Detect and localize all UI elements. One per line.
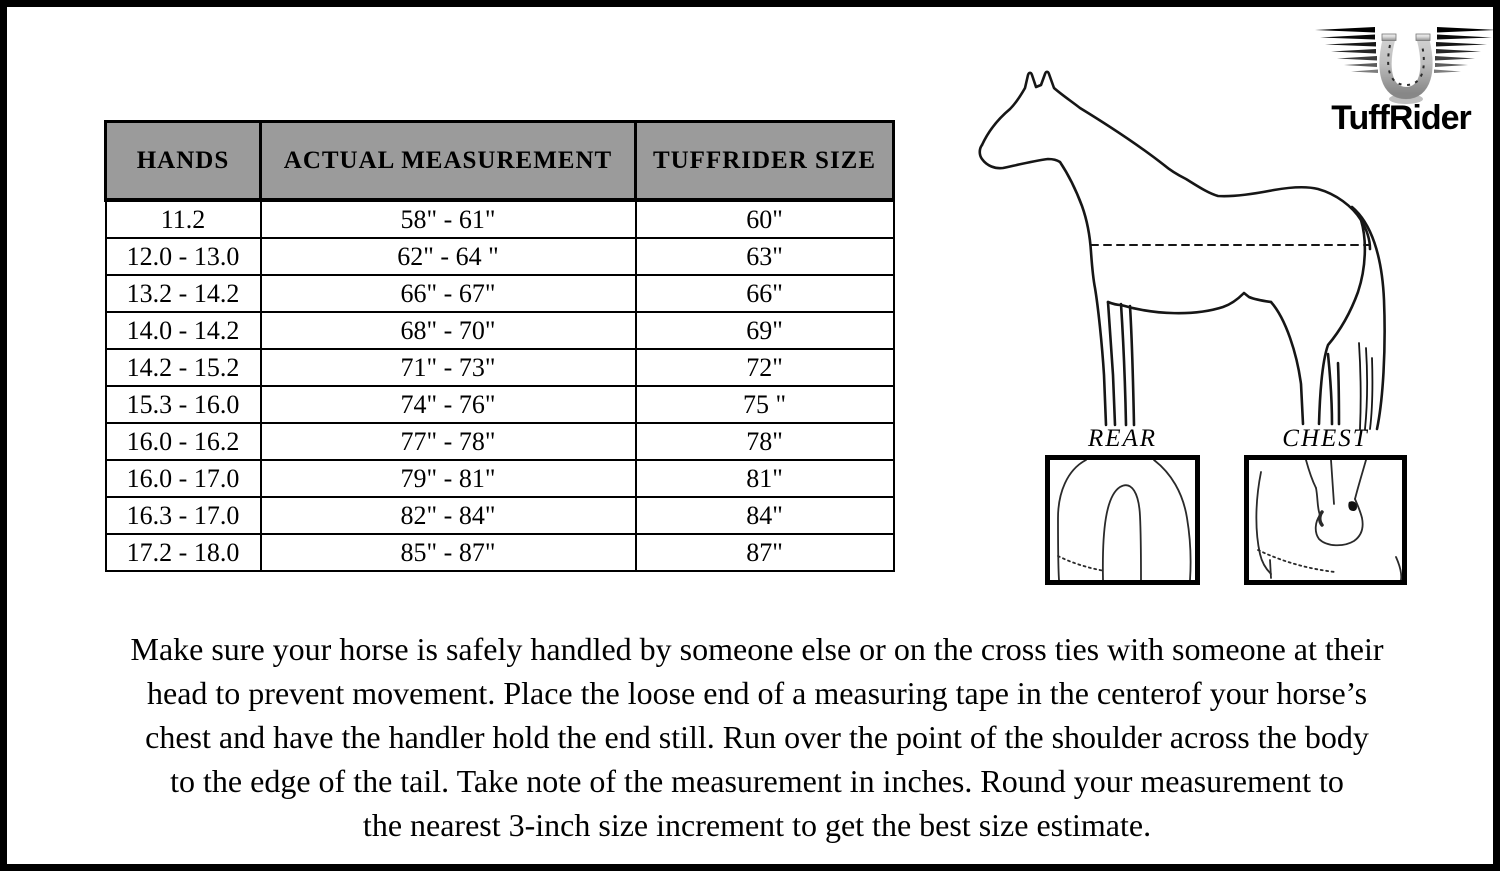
instruction-line: chest and have the handler hold the end still. Run over the point of the shoulder across the body — [145, 719, 1369, 755]
instruction-line: the nearest 3-inch size increment to get the best size estimate. — [362, 807, 1152, 843]
cell-size: 63" — [636, 238, 894, 275]
cell-hands: 16.3 - 17.0 — [106, 497, 261, 534]
cell-measurement: 82" - 84" — [261, 497, 636, 534]
instruction-line: to the edge of the tail. Take note of the measurement in inches. Round your measurement to — [170, 763, 1344, 799]
horse-outline-icon — [955, 43, 1407, 435]
cell-size: 60" — [636, 200, 894, 238]
column-header-hands: HANDS — [106, 122, 261, 201]
column-header-measurement: ACTUAL MEASUREMENT — [261, 122, 636, 201]
cell-hands: 15.3 - 16.0 — [106, 386, 261, 423]
cell-size: 72" — [636, 349, 894, 386]
cell-size: 87" — [636, 534, 894, 571]
cell-hands: 13.2 - 14.2 — [106, 275, 261, 312]
cell-measurement: 74" - 76" — [261, 386, 636, 423]
horse-outline-illustration — [955, 43, 1407, 435]
cell-size: 84" — [636, 497, 894, 534]
rear-diagram-label: REAR — [1087, 425, 1158, 452]
cell-size: 81" — [636, 460, 894, 497]
cell-size: 78" — [636, 423, 894, 460]
cell-measurement: 62" - 64 " — [261, 238, 636, 275]
brand-name: TuffRider — [1331, 99, 1471, 137]
table-row — [106, 534, 894, 571]
rear-measure-dotted-line — [1058, 556, 1105, 571]
column-header-size: TUFFRIDER SIZE — [636, 122, 894, 201]
table-row — [106, 497, 894, 534]
cell-measurement: 85" - 87" — [261, 534, 636, 571]
table-row — [106, 386, 894, 423]
table-row — [106, 200, 894, 238]
table-row — [106, 423, 894, 460]
cell-measurement: 79" - 81" — [261, 460, 636, 497]
table-row — [106, 312, 894, 349]
cell-size: 69" — [636, 312, 894, 349]
cell-measurement: 71" - 73" — [261, 349, 636, 386]
left-nostril — [1320, 512, 1322, 525]
rear-diagram-box — [1045, 455, 1200, 585]
chest-diagram-label: CHEST — [1282, 425, 1369, 452]
cell-measurement: 77" - 78" — [261, 423, 636, 460]
cell-hands: 16.0 - 16.2 — [106, 423, 261, 460]
cell-hands: 16.0 - 17.0 — [106, 460, 261, 497]
cell-measurement: 58" - 61" — [261, 200, 636, 238]
measuring-instructions — [27, 627, 1487, 847]
size-chart-table — [104, 120, 895, 572]
cell-size: 66" — [636, 275, 894, 312]
cell-hands: 12.0 - 13.0 — [106, 238, 261, 275]
cell-size: 75 " — [636, 386, 894, 423]
rear-view-diagram — [1050, 460, 1195, 580]
cell-measurement: 66" - 67" — [261, 275, 636, 312]
table-header-row — [106, 122, 894, 201]
right-wing — [1434, 27, 1497, 73]
table-row — [106, 238, 894, 275]
table-row — [106, 275, 894, 312]
cell-hands: 11.2 — [106, 200, 261, 238]
cell-hands: 17.2 - 18.0 — [106, 534, 261, 571]
chest-view-diagram — [1249, 460, 1402, 580]
table-row — [106, 349, 894, 386]
cell-measurement: 68" - 70" — [261, 312, 636, 349]
chest-diagram-box — [1244, 455, 1407, 585]
instruction-line: head to prevent movement. Place the loose end of a measuring tape in the centerof your horse’s — [146, 675, 1368, 711]
table-row — [106, 460, 894, 497]
instruction-line: Make sure your horse is safely handled by someone else or on the cross ties with someone at their — [130, 631, 1384, 667]
cell-hands: 14.2 - 15.2 — [106, 349, 261, 386]
cell-hands: 14.0 - 14.2 — [106, 312, 261, 349]
